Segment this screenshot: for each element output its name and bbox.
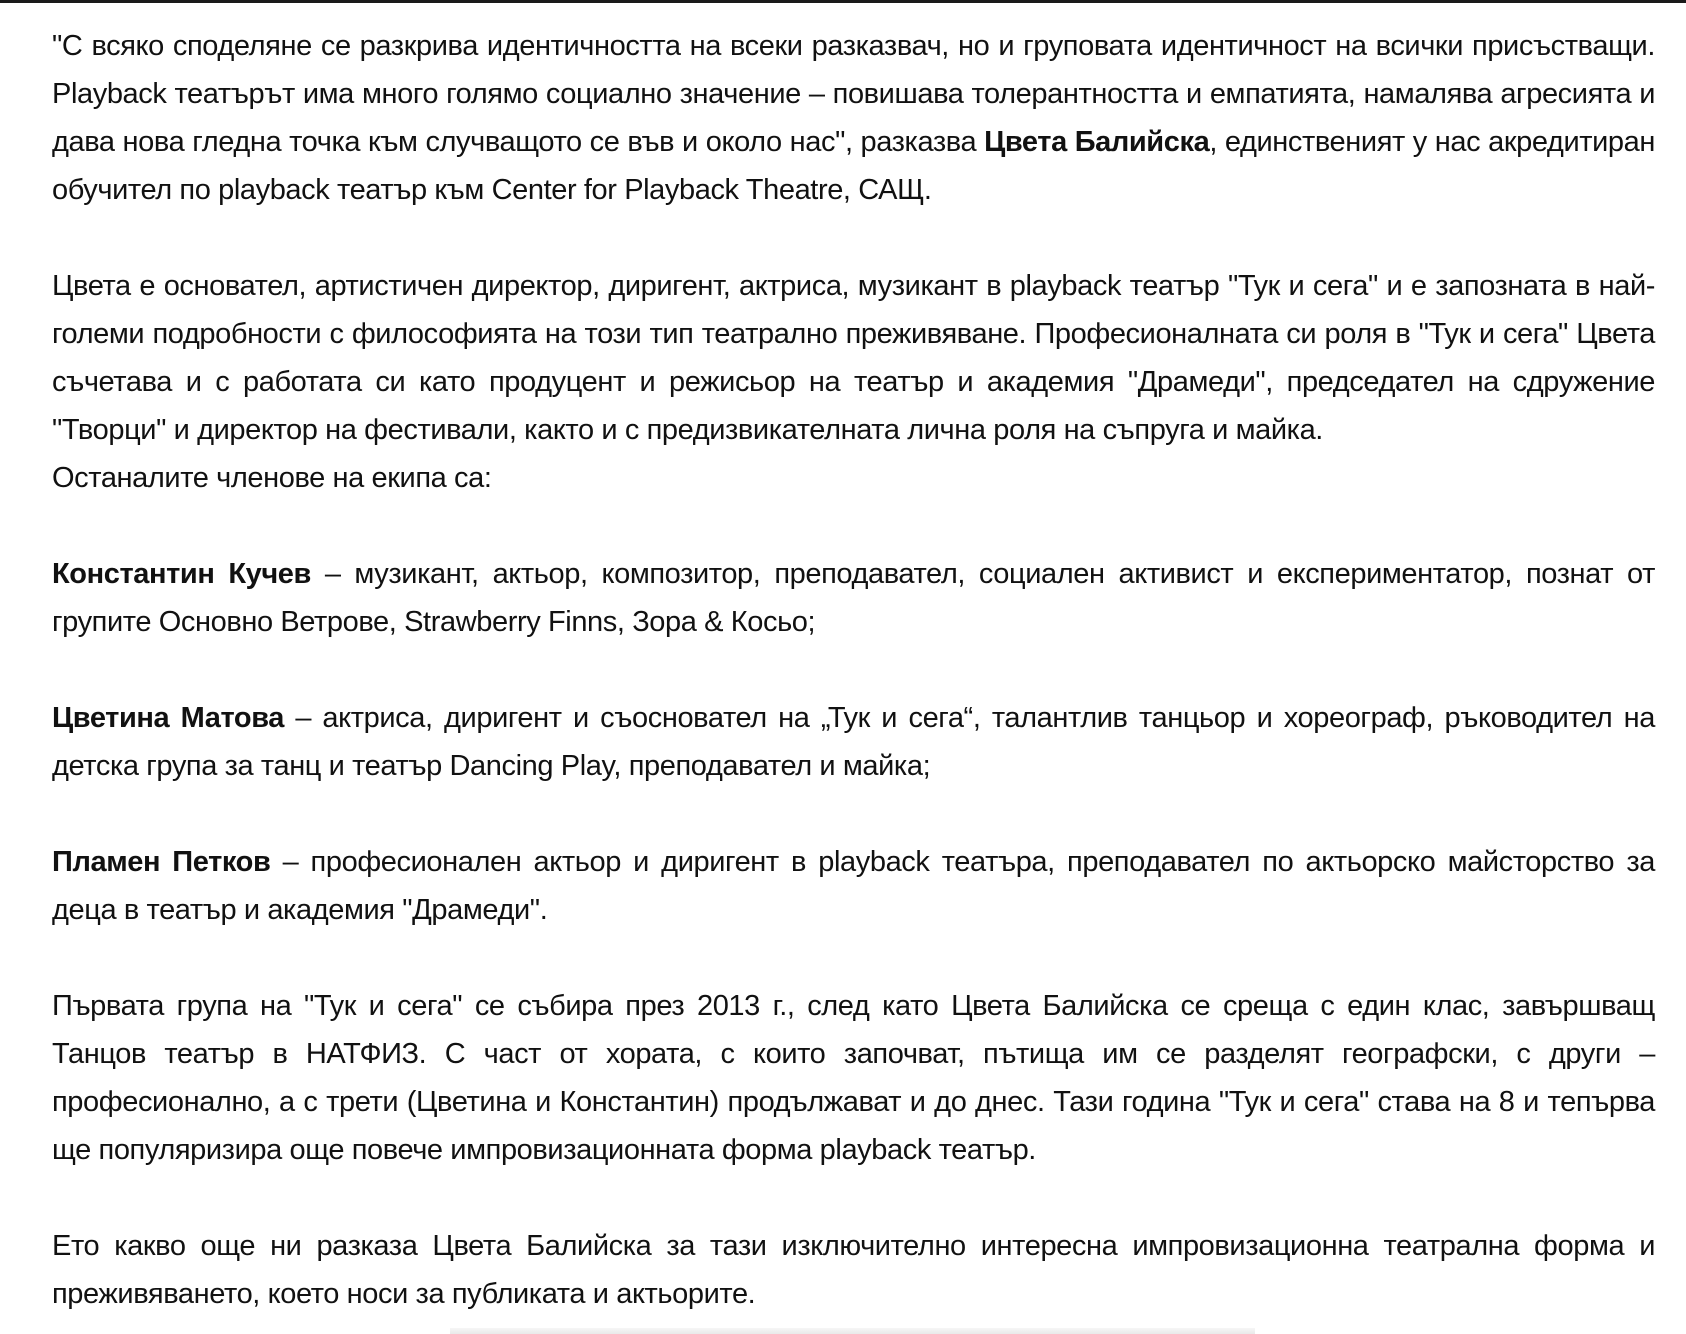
member-description: – музикант, актьор, композитор, преподавател, социален активист и експериментатор, познат от групите Основно Ветрове, Strawberry Finns, Зора & Косьо; (52, 558, 1655, 638)
intro-rest: , единственият у нас акредитиран обучител по playback театър към Center for Playback Theatre, САЩ. (52, 126, 1656, 206)
member-description: – професионален актьор и диригент в playback театъра, преподавател по актьорско майсторство за деца в театър и академия "Драмеди". (52, 846, 1655, 926)
member-description: – актриса, диригент и съосновател на „Тук и сега“, талантлив танцьор и хореограф, ръководител на детска група за танц и театър Dancing Play, преподавател и майка; (52, 702, 1655, 782)
member-paragraph (52, 550, 1655, 646)
article-body (52, 22, 1655, 1318)
history-paragraph: Първата група на "Тук и сега" се събира през 2013 г., след като Цвета Балийска се среща с един клас, завършващ Танцов театър в НАТФИЗ. С част от хората, с които започват, пътища им се разделят географски, с други – професионално, а с трети (Цветина и Константин) продължават и до днес. Тази година "Тук и сега" става на 8 и тепърва ще популяризира още повече импровизационната форма playback театър. (52, 990, 1655, 1166)
intro-quote: "С всяко споделяне се разкрива идентичността на всеки разказвач, но и груповата идентичност на всички присъстващи. Playback театърът има много голямо социално значение – повишава толерантността и емпатията, намалява агресията и дава нова гледна точка към случващото се във и около нас", разказва (52, 30, 1655, 158)
member-name: Пламен Петков (52, 846, 271, 878)
intro-name: Цвета Балийска (984, 126, 1210, 158)
member-paragraph (52, 838, 1655, 934)
member-paragraph (52, 694, 1655, 790)
intro-paragraph (52, 22, 1655, 214)
closing-paragraph: Ето какво още ни разказа Цвета Балийска за тази изключително интересна импровизационна театрална форма и преживяването, което носи за публиката и актьорите. (52, 1230, 1655, 1310)
top-divider (0, 0, 1686, 3)
member-name: Цветина Матова (52, 702, 284, 734)
member-name: Константин Кучев (52, 558, 311, 590)
team-intro: Останалите членове на екипа са: (52, 462, 492, 494)
bottom-shadow (450, 1328, 1255, 1334)
founder-paragraph: Цвета е основател, артистичен директор, диригент, актриса, музикант в playback театър "Тук и сега" и е запозната в най-големи подробности с философията на този тип театрално преживяване. Професионалната си роля в "Тук и сега" Цвета съчетава и с работата си като продуцент и режисьор на театър и академия "Драмеди", председател на сдружение "Творци" и директор на фестивали, както и с предизвикателната лична роля на съпруга и майка. (52, 270, 1655, 446)
